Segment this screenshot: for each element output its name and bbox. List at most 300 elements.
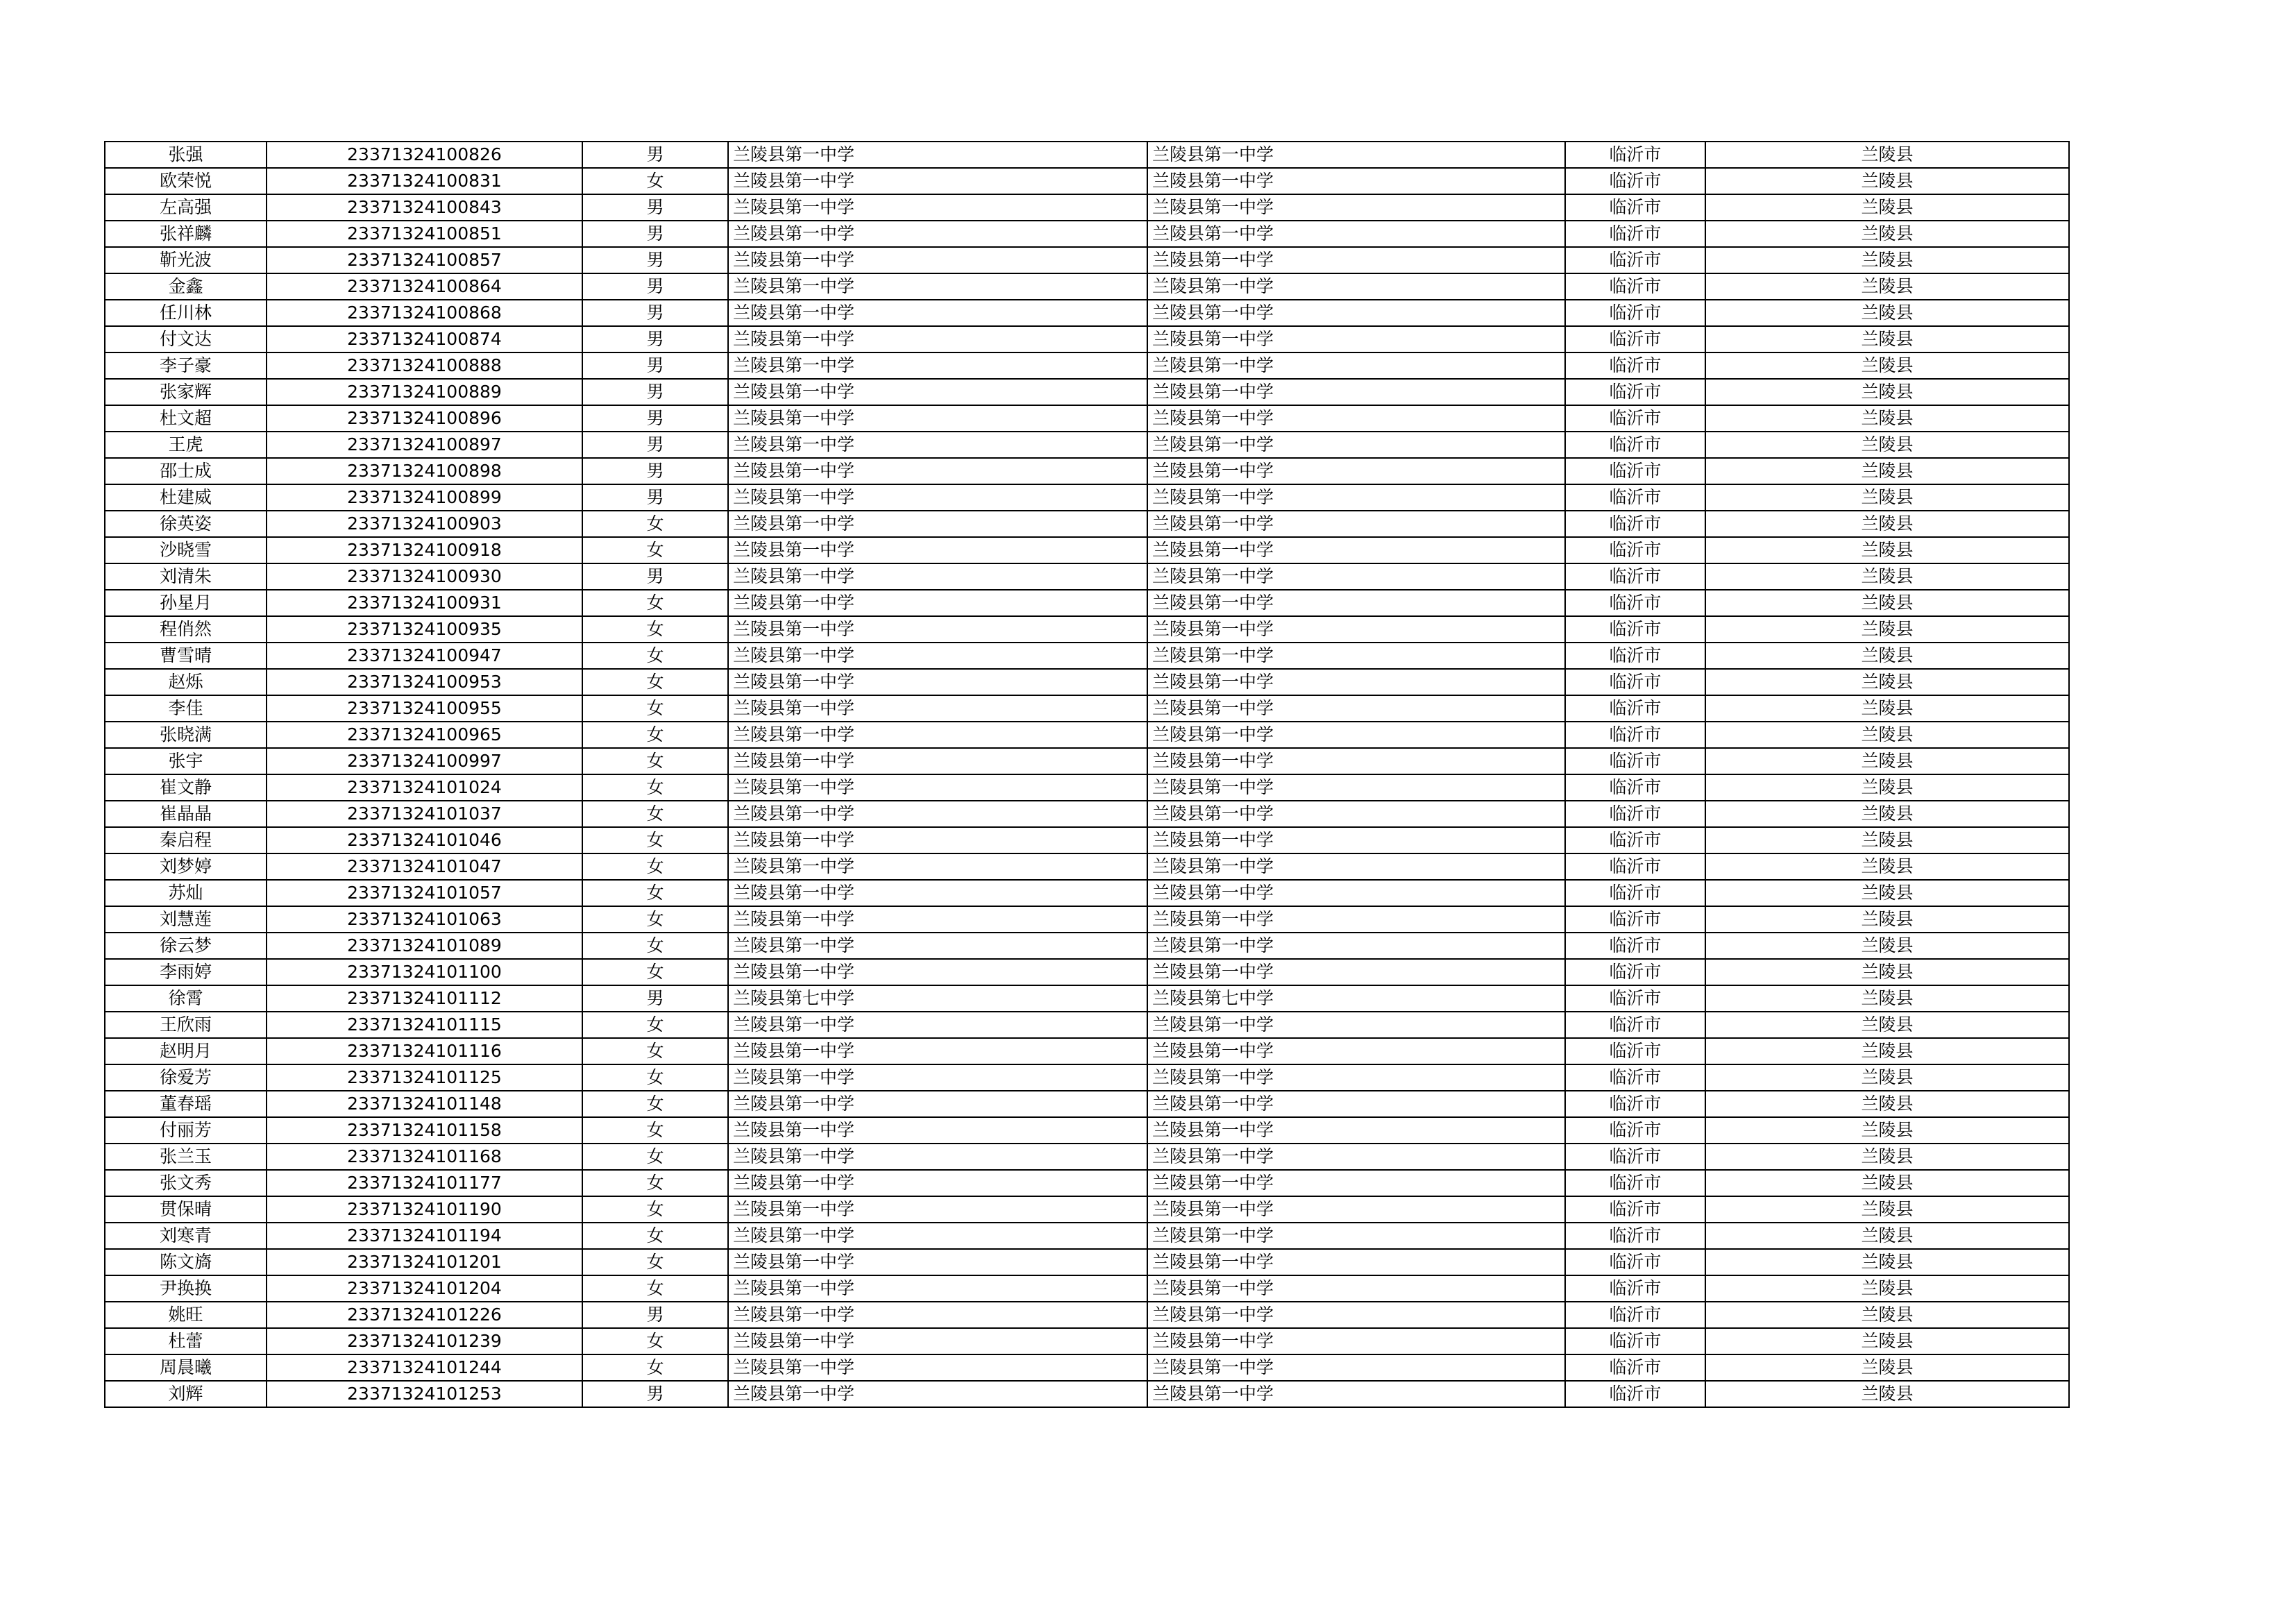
id-cell: 23371324100843 bbox=[267, 194, 582, 221]
school-cell: 兰陵县第一中学 bbox=[728, 326, 1147, 352]
county-cell: 兰陵县 bbox=[1705, 1196, 2069, 1223]
id-cell: 23371324101047 bbox=[267, 853, 582, 880]
enroll-school-cell: 兰陵县第一中学 bbox=[1147, 563, 1565, 590]
gender-cell: 女 bbox=[582, 1249, 728, 1275]
gender-cell: 女 bbox=[582, 1064, 728, 1091]
table-row bbox=[105, 801, 2069, 827]
county-cell: 兰陵县 bbox=[1705, 458, 2069, 484]
name-cell: 王欣雨 bbox=[105, 1012, 267, 1038]
name-cell: 姚旺 bbox=[105, 1302, 267, 1328]
name-cell: 孙星月 bbox=[105, 590, 267, 616]
gender-cell: 男 bbox=[582, 273, 728, 300]
city-cell: 临沂市 bbox=[1565, 168, 1705, 194]
id-cell: 23371324101190 bbox=[267, 1196, 582, 1223]
name-cell: 苏灿 bbox=[105, 880, 267, 906]
id-cell: 23371324100955 bbox=[267, 695, 582, 722]
school-cell: 兰陵县第七中学 bbox=[728, 985, 1147, 1012]
school-cell: 兰陵县第一中学 bbox=[728, 168, 1147, 194]
county-cell: 兰陵县 bbox=[1705, 933, 2069, 959]
name-cell: 杜文超 bbox=[105, 405, 267, 432]
name-cell: 任川林 bbox=[105, 300, 267, 326]
table-row bbox=[105, 1091, 2069, 1117]
table-row bbox=[105, 959, 2069, 985]
id-cell: 23371324101046 bbox=[267, 827, 582, 853]
county-cell: 兰陵县 bbox=[1705, 168, 2069, 194]
city-cell: 临沂市 bbox=[1565, 1275, 1705, 1302]
county-cell: 兰陵县 bbox=[1705, 326, 2069, 352]
gender-cell: 女 bbox=[582, 643, 728, 669]
school-cell: 兰陵县第一中学 bbox=[728, 669, 1147, 695]
enroll-school-cell: 兰陵县第一中学 bbox=[1147, 1275, 1565, 1302]
enroll-school-cell: 兰陵县第一中学 bbox=[1147, 300, 1565, 326]
enroll-school-cell: 兰陵县第一中学 bbox=[1147, 1064, 1565, 1091]
name-cell: 周晨曦 bbox=[105, 1354, 267, 1381]
table-row bbox=[105, 748, 2069, 774]
enroll-school-cell: 兰陵县第一中学 bbox=[1147, 194, 1565, 221]
enroll-school-cell: 兰陵县第一中学 bbox=[1147, 1196, 1565, 1223]
city-cell: 临沂市 bbox=[1565, 616, 1705, 643]
school-cell: 兰陵县第一中学 bbox=[728, 1223, 1147, 1249]
city-cell: 临沂市 bbox=[1565, 643, 1705, 669]
table-row bbox=[105, 352, 2069, 379]
county-cell: 兰陵县 bbox=[1705, 643, 2069, 669]
table-row bbox=[105, 142, 2069, 168]
name-cell: 张宇 bbox=[105, 748, 267, 774]
enroll-school-cell: 兰陵县第一中学 bbox=[1147, 326, 1565, 352]
gender-cell: 女 bbox=[582, 801, 728, 827]
county-cell: 兰陵县 bbox=[1705, 1249, 2069, 1275]
id-cell: 23371324100965 bbox=[267, 722, 582, 748]
enroll-school-cell: 兰陵县第一中学 bbox=[1147, 1249, 1565, 1275]
school-cell: 兰陵县第一中学 bbox=[728, 142, 1147, 168]
enroll-school-cell: 兰陵县第一中学 bbox=[1147, 379, 1565, 405]
id-cell: 23371324101125 bbox=[267, 1064, 582, 1091]
city-cell: 临沂市 bbox=[1565, 669, 1705, 695]
school-cell: 兰陵县第一中学 bbox=[728, 827, 1147, 853]
enroll-school-cell: 兰陵县第一中学 bbox=[1147, 432, 1565, 458]
school-cell: 兰陵县第一中学 bbox=[728, 748, 1147, 774]
gender-cell: 女 bbox=[582, 748, 728, 774]
id-cell: 23371324101177 bbox=[267, 1170, 582, 1196]
id-cell: 23371324101158 bbox=[267, 1117, 582, 1144]
county-cell: 兰陵县 bbox=[1705, 1038, 2069, 1064]
school-cell: 兰陵县第一中学 bbox=[728, 959, 1147, 985]
name-cell: 张家辉 bbox=[105, 379, 267, 405]
name-cell: 曹雪晴 bbox=[105, 643, 267, 669]
city-cell: 临沂市 bbox=[1565, 1302, 1705, 1328]
gender-cell: 女 bbox=[582, 880, 728, 906]
gender-cell: 男 bbox=[582, 194, 728, 221]
gender-cell: 女 bbox=[582, 1354, 728, 1381]
name-cell: 陈文旖 bbox=[105, 1249, 267, 1275]
id-cell: 23371324100930 bbox=[267, 563, 582, 590]
enroll-school-cell: 兰陵县第一中学 bbox=[1147, 643, 1565, 669]
table-row bbox=[105, 1117, 2069, 1144]
enroll-school-cell: 兰陵县第一中学 bbox=[1147, 933, 1565, 959]
table-row bbox=[105, 1302, 2069, 1328]
enroll-school-cell: 兰陵县第一中学 bbox=[1147, 722, 1565, 748]
city-cell: 临沂市 bbox=[1565, 1091, 1705, 1117]
name-cell: 尹换换 bbox=[105, 1275, 267, 1302]
city-cell: 临沂市 bbox=[1565, 142, 1705, 168]
gender-cell: 男 bbox=[582, 458, 728, 484]
name-cell: 李雨婷 bbox=[105, 959, 267, 985]
county-cell: 兰陵县 bbox=[1705, 379, 2069, 405]
id-cell: 23371324101148 bbox=[267, 1091, 582, 1117]
county-cell: 兰陵县 bbox=[1705, 1381, 2069, 1407]
table-row bbox=[105, 853, 2069, 880]
table-row bbox=[105, 722, 2069, 748]
school-cell: 兰陵县第一中学 bbox=[728, 247, 1147, 273]
table-row bbox=[105, 300, 2069, 326]
school-cell: 兰陵县第一中学 bbox=[728, 933, 1147, 959]
id-cell: 23371324101194 bbox=[267, 1223, 582, 1249]
city-cell: 临沂市 bbox=[1565, 880, 1705, 906]
gender-cell: 女 bbox=[582, 616, 728, 643]
city-cell: 临沂市 bbox=[1565, 1012, 1705, 1038]
city-cell: 临沂市 bbox=[1565, 748, 1705, 774]
gender-cell: 女 bbox=[582, 168, 728, 194]
city-cell: 临沂市 bbox=[1565, 1064, 1705, 1091]
county-cell: 兰陵县 bbox=[1705, 221, 2069, 247]
table-row bbox=[105, 511, 2069, 537]
id-cell: 23371324101116 bbox=[267, 1038, 582, 1064]
city-cell: 临沂市 bbox=[1565, 352, 1705, 379]
school-cell: 兰陵县第一中学 bbox=[728, 221, 1147, 247]
table-row bbox=[105, 985, 2069, 1012]
school-cell: 兰陵县第一中学 bbox=[728, 1328, 1147, 1354]
enroll-school-cell: 兰陵县第一中学 bbox=[1147, 511, 1565, 537]
name-cell: 金鑫 bbox=[105, 273, 267, 300]
enroll-school-cell: 兰陵县第一中学 bbox=[1147, 853, 1565, 880]
gender-cell: 女 bbox=[582, 933, 728, 959]
city-cell: 临沂市 bbox=[1565, 484, 1705, 511]
id-cell: 23371324101253 bbox=[267, 1381, 582, 1407]
name-cell: 崔文静 bbox=[105, 774, 267, 801]
school-cell: 兰陵县第一中学 bbox=[728, 1117, 1147, 1144]
school-cell: 兰陵县第一中学 bbox=[728, 1170, 1147, 1196]
id-cell: 23371324100896 bbox=[267, 405, 582, 432]
school-cell: 兰陵县第一中学 bbox=[728, 1275, 1147, 1302]
table-row bbox=[105, 774, 2069, 801]
table-row bbox=[105, 1223, 2069, 1249]
enroll-school-cell: 兰陵县第七中学 bbox=[1147, 985, 1565, 1012]
name-cell: 付丽芳 bbox=[105, 1117, 267, 1144]
gender-cell: 男 bbox=[582, 379, 728, 405]
school-cell: 兰陵县第一中学 bbox=[728, 537, 1147, 563]
name-cell: 左高强 bbox=[105, 194, 267, 221]
gender-cell: 女 bbox=[582, 1038, 728, 1064]
enroll-school-cell: 兰陵县第一中学 bbox=[1147, 1091, 1565, 1117]
enroll-school-cell: 兰陵县第一中学 bbox=[1147, 142, 1565, 168]
school-cell: 兰陵县第一中学 bbox=[728, 484, 1147, 511]
table-row bbox=[105, 1328, 2069, 1354]
id-cell: 23371324100897 bbox=[267, 432, 582, 458]
city-cell: 临沂市 bbox=[1565, 590, 1705, 616]
school-cell: 兰陵县第一中学 bbox=[728, 695, 1147, 722]
id-cell: 23371324100826 bbox=[267, 142, 582, 168]
gender-cell: 男 bbox=[582, 484, 728, 511]
county-cell: 兰陵县 bbox=[1705, 1144, 2069, 1170]
enroll-school-cell: 兰陵县第一中学 bbox=[1147, 669, 1565, 695]
enroll-school-cell: 兰陵县第一中学 bbox=[1147, 168, 1565, 194]
gender-cell: 女 bbox=[582, 1012, 728, 1038]
county-cell: 兰陵县 bbox=[1705, 985, 2069, 1012]
enroll-school-cell: 兰陵县第一中学 bbox=[1147, 801, 1565, 827]
school-cell: 兰陵县第一中学 bbox=[728, 511, 1147, 537]
id-cell: 23371324101037 bbox=[267, 801, 582, 827]
name-cell: 赵明月 bbox=[105, 1038, 267, 1064]
table-row bbox=[105, 168, 2069, 194]
name-cell: 刘慧莲 bbox=[105, 906, 267, 933]
id-cell: 23371324100888 bbox=[267, 352, 582, 379]
name-cell: 张祥麟 bbox=[105, 221, 267, 247]
gender-cell: 女 bbox=[582, 695, 728, 722]
table-row bbox=[105, 537, 2069, 563]
table-row bbox=[105, 643, 2069, 669]
county-cell: 兰陵县 bbox=[1705, 1223, 2069, 1249]
name-cell: 徐爱芳 bbox=[105, 1064, 267, 1091]
table-row bbox=[105, 695, 2069, 722]
school-cell: 兰陵县第一中学 bbox=[728, 458, 1147, 484]
county-cell: 兰陵县 bbox=[1705, 590, 2069, 616]
school-cell: 兰陵县第一中学 bbox=[728, 352, 1147, 379]
table-row bbox=[105, 563, 2069, 590]
county-cell: 兰陵县 bbox=[1705, 1117, 2069, 1144]
gender-cell: 男 bbox=[582, 405, 728, 432]
county-cell: 兰陵县 bbox=[1705, 748, 2069, 774]
id-cell: 23371324101089 bbox=[267, 933, 582, 959]
name-cell: 程俏然 bbox=[105, 616, 267, 643]
table-row bbox=[105, 1354, 2069, 1381]
id-cell: 23371324101112 bbox=[267, 985, 582, 1012]
school-cell: 兰陵县第一中学 bbox=[728, 379, 1147, 405]
enroll-school-cell: 兰陵县第一中学 bbox=[1147, 352, 1565, 379]
county-cell: 兰陵县 bbox=[1705, 300, 2069, 326]
school-cell: 兰陵县第一中学 bbox=[728, 1144, 1147, 1170]
county-cell: 兰陵县 bbox=[1705, 853, 2069, 880]
name-cell: 邵士成 bbox=[105, 458, 267, 484]
gender-cell: 女 bbox=[582, 1196, 728, 1223]
city-cell: 临沂市 bbox=[1565, 722, 1705, 748]
county-cell: 兰陵县 bbox=[1705, 273, 2069, 300]
gender-cell: 男 bbox=[582, 142, 728, 168]
name-cell: 赵烁 bbox=[105, 669, 267, 695]
name-cell: 王虎 bbox=[105, 432, 267, 458]
table-row bbox=[105, 1381, 2069, 1407]
name-cell: 沙晓雪 bbox=[105, 537, 267, 563]
gender-cell: 女 bbox=[582, 1144, 728, 1170]
county-cell: 兰陵县 bbox=[1705, 880, 2069, 906]
name-cell: 刘清朱 bbox=[105, 563, 267, 590]
table-row bbox=[105, 1012, 2069, 1038]
gender-cell: 男 bbox=[582, 300, 728, 326]
gender-cell: 男 bbox=[582, 352, 728, 379]
city-cell: 临沂市 bbox=[1565, 221, 1705, 247]
id-cell: 23371324100953 bbox=[267, 669, 582, 695]
enroll-school-cell: 兰陵县第一中学 bbox=[1147, 774, 1565, 801]
enroll-school-cell: 兰陵县第一中学 bbox=[1147, 247, 1565, 273]
table-row bbox=[105, 1064, 2069, 1091]
city-cell: 临沂市 bbox=[1565, 1354, 1705, 1381]
gender-cell: 女 bbox=[582, 590, 728, 616]
id-cell: 23371324101063 bbox=[267, 906, 582, 933]
gender-cell: 女 bbox=[582, 1275, 728, 1302]
enroll-school-cell: 兰陵县第一中学 bbox=[1147, 880, 1565, 906]
enroll-school-cell: 兰陵县第一中学 bbox=[1147, 1354, 1565, 1381]
id-cell: 23371324101115 bbox=[267, 1012, 582, 1038]
table-row bbox=[105, 590, 2069, 616]
city-cell: 临沂市 bbox=[1565, 563, 1705, 590]
city-cell: 临沂市 bbox=[1565, 1249, 1705, 1275]
gender-cell: 男 bbox=[582, 221, 728, 247]
school-cell: 兰陵县第一中学 bbox=[728, 880, 1147, 906]
gender-cell: 女 bbox=[582, 827, 728, 853]
name-cell: 杜蕾 bbox=[105, 1328, 267, 1354]
gender-cell: 男 bbox=[582, 432, 728, 458]
id-cell: 23371324101204 bbox=[267, 1275, 582, 1302]
city-cell: 临沂市 bbox=[1565, 985, 1705, 1012]
school-cell: 兰陵县第一中学 bbox=[728, 722, 1147, 748]
city-cell: 临沂市 bbox=[1565, 379, 1705, 405]
county-cell: 兰陵县 bbox=[1705, 1170, 2069, 1196]
id-cell: 23371324100889 bbox=[267, 379, 582, 405]
county-cell: 兰陵县 bbox=[1705, 1302, 2069, 1328]
enroll-school-cell: 兰陵县第一中学 bbox=[1147, 1038, 1565, 1064]
enroll-school-cell: 兰陵县第一中学 bbox=[1147, 1170, 1565, 1196]
enroll-school-cell: 兰陵县第一中学 bbox=[1147, 1144, 1565, 1170]
enroll-school-cell: 兰陵县第一中学 bbox=[1147, 1381, 1565, 1407]
enroll-school-cell: 兰陵县第一中学 bbox=[1147, 273, 1565, 300]
table-row bbox=[105, 432, 2069, 458]
name-cell: 杜建威 bbox=[105, 484, 267, 511]
county-cell: 兰陵县 bbox=[1705, 695, 2069, 722]
table-row bbox=[105, 247, 2069, 273]
enroll-school-cell: 兰陵县第一中学 bbox=[1147, 906, 1565, 933]
table-row bbox=[105, 1170, 2069, 1196]
county-cell: 兰陵县 bbox=[1705, 1091, 2069, 1117]
table-row bbox=[105, 1144, 2069, 1170]
city-cell: 临沂市 bbox=[1565, 695, 1705, 722]
county-cell: 兰陵县 bbox=[1705, 669, 2069, 695]
enroll-school-cell: 兰陵县第一中学 bbox=[1147, 695, 1565, 722]
city-cell: 临沂市 bbox=[1565, 1196, 1705, 1223]
city-cell: 临沂市 bbox=[1565, 537, 1705, 563]
table-row bbox=[105, 827, 2069, 853]
name-cell: 崔晶晶 bbox=[105, 801, 267, 827]
county-cell: 兰陵县 bbox=[1705, 1064, 2069, 1091]
school-cell: 兰陵县第一中学 bbox=[728, 563, 1147, 590]
city-cell: 临沂市 bbox=[1565, 326, 1705, 352]
gender-cell: 女 bbox=[582, 722, 728, 748]
gender-cell: 女 bbox=[582, 1170, 728, 1196]
county-cell: 兰陵县 bbox=[1705, 801, 2069, 827]
school-cell: 兰陵县第一中学 bbox=[728, 1091, 1147, 1117]
enroll-school-cell: 兰陵县第一中学 bbox=[1147, 1302, 1565, 1328]
city-cell: 临沂市 bbox=[1565, 432, 1705, 458]
gender-cell: 女 bbox=[582, 1091, 728, 1117]
enroll-school-cell: 兰陵县第一中学 bbox=[1147, 959, 1565, 985]
county-cell: 兰陵县 bbox=[1705, 537, 2069, 563]
county-cell: 兰陵县 bbox=[1705, 511, 2069, 537]
table-row bbox=[105, 1038, 2069, 1064]
table-row bbox=[105, 880, 2069, 906]
id-cell: 23371324100997 bbox=[267, 748, 582, 774]
county-cell: 兰陵县 bbox=[1705, 1012, 2069, 1038]
school-cell: 兰陵县第一中学 bbox=[728, 1354, 1147, 1381]
gender-cell: 女 bbox=[582, 774, 728, 801]
id-cell: 23371324101239 bbox=[267, 1328, 582, 1354]
table-row bbox=[105, 326, 2069, 352]
id-cell: 23371324101057 bbox=[267, 880, 582, 906]
name-cell: 靳光波 bbox=[105, 247, 267, 273]
name-cell: 李子豪 bbox=[105, 352, 267, 379]
table-row bbox=[105, 194, 2069, 221]
school-cell: 兰陵县第一中学 bbox=[728, 405, 1147, 432]
name-cell: 刘寒青 bbox=[105, 1223, 267, 1249]
gender-cell: 女 bbox=[582, 537, 728, 563]
enroll-school-cell: 兰陵县第一中学 bbox=[1147, 748, 1565, 774]
table-row bbox=[105, 273, 2069, 300]
gender-cell: 女 bbox=[582, 1223, 728, 1249]
enroll-school-cell: 兰陵县第一中学 bbox=[1147, 405, 1565, 432]
city-cell: 临沂市 bbox=[1565, 458, 1705, 484]
enroll-school-cell: 兰陵县第一中学 bbox=[1147, 458, 1565, 484]
city-cell: 临沂市 bbox=[1565, 300, 1705, 326]
id-cell: 23371324101024 bbox=[267, 774, 582, 801]
city-cell: 临沂市 bbox=[1565, 1328, 1705, 1354]
county-cell: 兰陵县 bbox=[1705, 194, 2069, 221]
county-cell: 兰陵县 bbox=[1705, 142, 2069, 168]
school-cell: 兰陵县第一中学 bbox=[728, 1249, 1147, 1275]
city-cell: 临沂市 bbox=[1565, 1038, 1705, 1064]
city-cell: 临沂市 bbox=[1565, 273, 1705, 300]
table-row bbox=[105, 221, 2069, 247]
enroll-school-cell: 兰陵县第一中学 bbox=[1147, 827, 1565, 853]
city-cell: 临沂市 bbox=[1565, 853, 1705, 880]
county-cell: 兰陵县 bbox=[1705, 906, 2069, 933]
gender-cell: 女 bbox=[582, 906, 728, 933]
gender-cell: 男 bbox=[582, 985, 728, 1012]
school-cell: 兰陵县第一中学 bbox=[728, 853, 1147, 880]
county-cell: 兰陵县 bbox=[1705, 1328, 2069, 1354]
gender-cell: 女 bbox=[582, 1328, 728, 1354]
county-cell: 兰陵县 bbox=[1705, 1354, 2069, 1381]
county-cell: 兰陵县 bbox=[1705, 959, 2069, 985]
school-cell: 兰陵县第一中学 bbox=[728, 1012, 1147, 1038]
id-cell: 23371324100831 bbox=[267, 168, 582, 194]
enroll-school-cell: 兰陵县第一中学 bbox=[1147, 1328, 1565, 1354]
gender-cell: 男 bbox=[582, 247, 728, 273]
id-cell: 23371324100874 bbox=[267, 326, 582, 352]
table-row bbox=[105, 484, 2069, 511]
table-row bbox=[105, 906, 2069, 933]
city-cell: 临沂市 bbox=[1565, 1144, 1705, 1170]
school-cell: 兰陵县第一中学 bbox=[728, 590, 1147, 616]
gender-cell: 女 bbox=[582, 669, 728, 695]
county-cell: 兰陵县 bbox=[1705, 774, 2069, 801]
id-cell: 23371324100851 bbox=[267, 221, 582, 247]
name-cell: 张兰玉 bbox=[105, 1144, 267, 1170]
city-cell: 临沂市 bbox=[1565, 1223, 1705, 1249]
gender-cell: 男 bbox=[582, 326, 728, 352]
enroll-school-cell: 兰陵县第一中学 bbox=[1147, 1223, 1565, 1249]
id-cell: 23371324100899 bbox=[267, 484, 582, 511]
table-row bbox=[105, 1196, 2069, 1223]
city-cell: 临沂市 bbox=[1565, 774, 1705, 801]
city-cell: 临沂市 bbox=[1565, 194, 1705, 221]
county-cell: 兰陵县 bbox=[1705, 484, 2069, 511]
